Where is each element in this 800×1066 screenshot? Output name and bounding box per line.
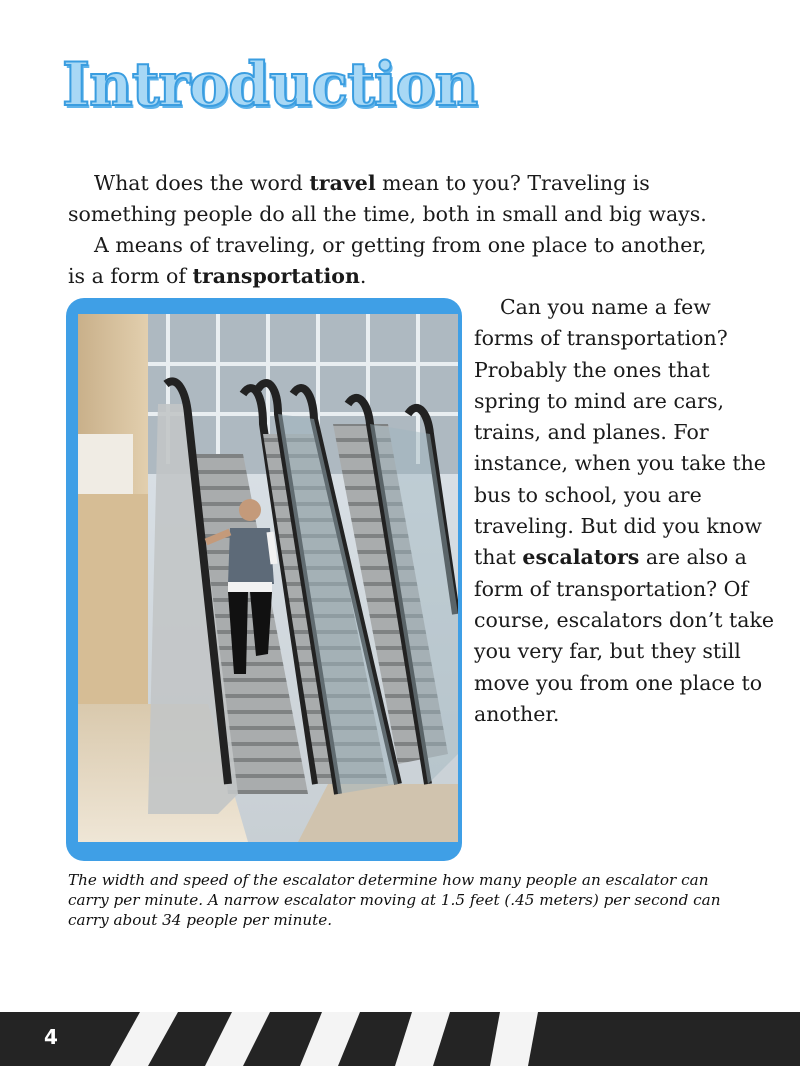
intro-paragraph-2: A means of traveling, or getting from one place to another, is a form of transportation. — [68, 233, 707, 288]
intro-paragraph-1: What does the word travel mean to you? Traveling is something people do all the time, both in small and big ways. — [68, 171, 707, 226]
road-footer-image — [0, 1012, 800, 1066]
escalator-photo-frame — [66, 298, 462, 861]
intro-text — [68, 168, 728, 292]
term-escalators: escalators — [522, 545, 640, 570]
page-number: 4 — [44, 1025, 58, 1049]
photo-caption: The width and speed of the escalator determine how many people an escalator can carry per minute. A narrow escalator moving at 1.5 feet (.45 meters) per second can carry about 34 people per minute. — [68, 871, 721, 929]
side-text — [474, 292, 774, 730]
escalator-photo — [78, 314, 458, 842]
side-paragraph: Can you name a few forms of transportation? Probably the ones that spring to mind are cars, trains, and planes. For instance, when you take the bus to school, you are traveling. But did you know that escalators are also a form of transportation? Of course, escalators don’t take you very far, but they still move you from one place to another. — [474, 295, 775, 726]
page-heading: Introduction — [62, 50, 478, 120]
term-travel: travel — [309, 171, 376, 195]
term-transportation: transportation — [192, 264, 360, 288]
